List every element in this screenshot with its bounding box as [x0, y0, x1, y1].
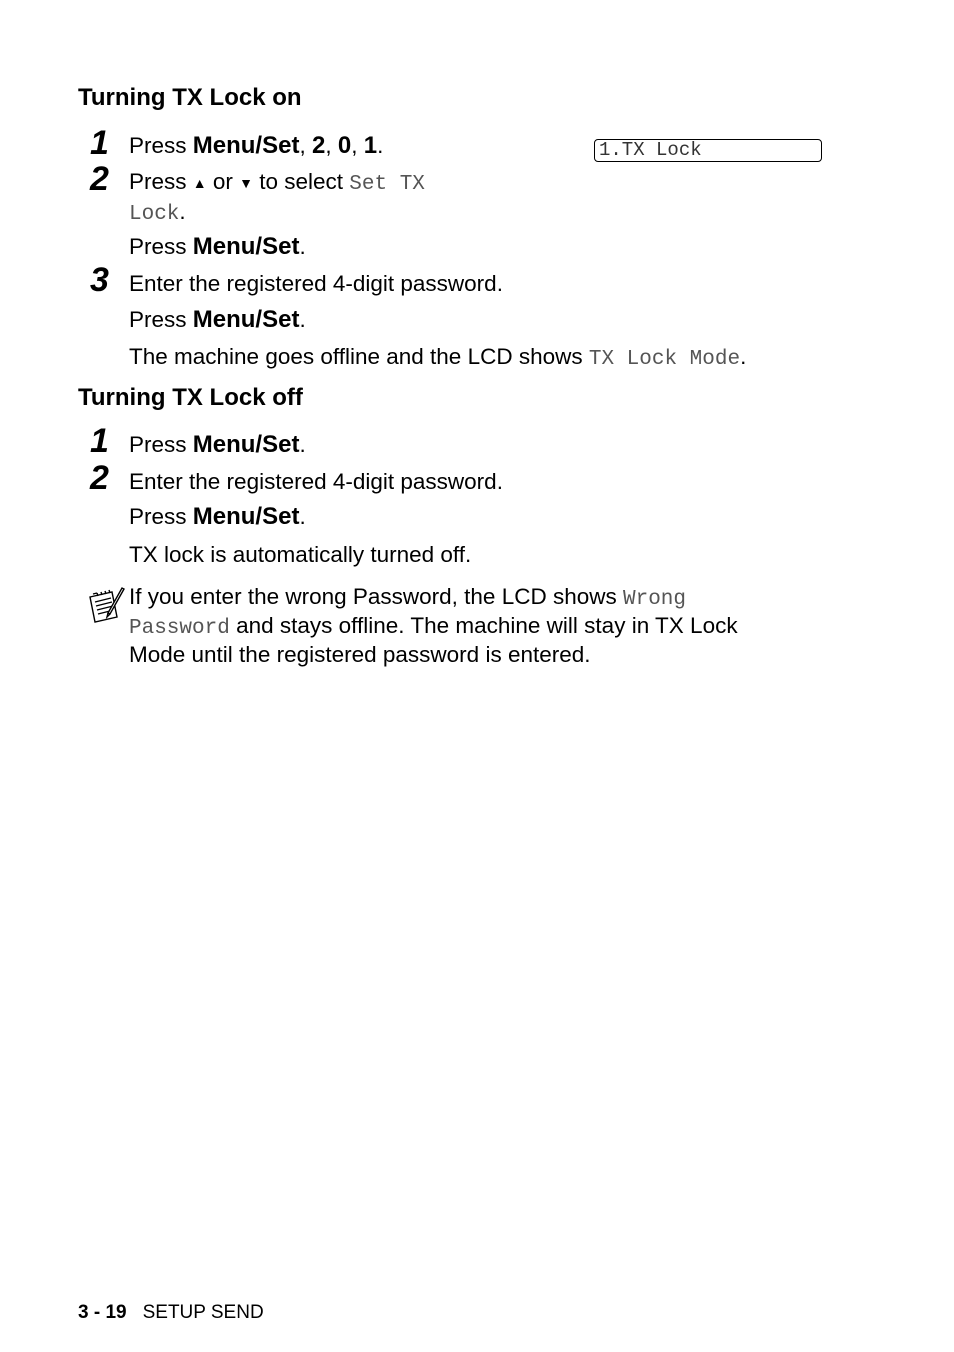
section-name: SETUP SEND [142, 1302, 264, 1323]
step-text-continued: Lock. [129, 199, 186, 226]
down-arrow-icon: ▼ [239, 175, 253, 191]
up-arrow-icon: ▲ [192, 175, 207, 191]
note-pad-icon [86, 585, 126, 627]
section-title-tx-lock-off: Turning TX Lock off [78, 384, 303, 411]
step-press-line: Press Menu/Set. [129, 431, 306, 458]
page-number: 3 - 19 [78, 1302, 127, 1323]
step-text: Enter the registered 4-digit password. [129, 271, 503, 296]
step-number: 2 [90, 459, 109, 497]
note-line-2: Password and stays offline. The machine will stay in TX Lock [129, 613, 738, 640]
step-number: 3 [90, 261, 109, 299]
page-footer [78, 1302, 264, 1324]
note-line-3: Mode until the registered password is entered. [129, 642, 591, 667]
step-result: TX lock is automatically turned off. [129, 542, 472, 567]
step-number: 1 [90, 124, 109, 162]
step-result: The machine goes offline and the LCD shows TX Lock Mode. [129, 344, 747, 371]
note-line-1: If you enter the wrong Password, the LCD shows Wrong [129, 584, 687, 611]
step-number: 2 [90, 160, 109, 198]
step-text: Press Menu/Set, 2, 0, 1. [129, 132, 384, 159]
step-text: Enter the registered 4-digit password. [129, 469, 503, 494]
lcd-display: 1.TX Lock [594, 139, 822, 162]
step-number: 1 [90, 422, 109, 460]
step-press-line: Press Menu/Set. [129, 503, 306, 530]
step-press-line: Press Menu/Set. [129, 233, 306, 260]
section-title-tx-lock-on: Turning TX Lock on [78, 84, 302, 111]
step-text: Press ▲ or ▼ to select Set TX [129, 169, 425, 196]
step-press-line: Press Menu/Set. [129, 306, 306, 333]
